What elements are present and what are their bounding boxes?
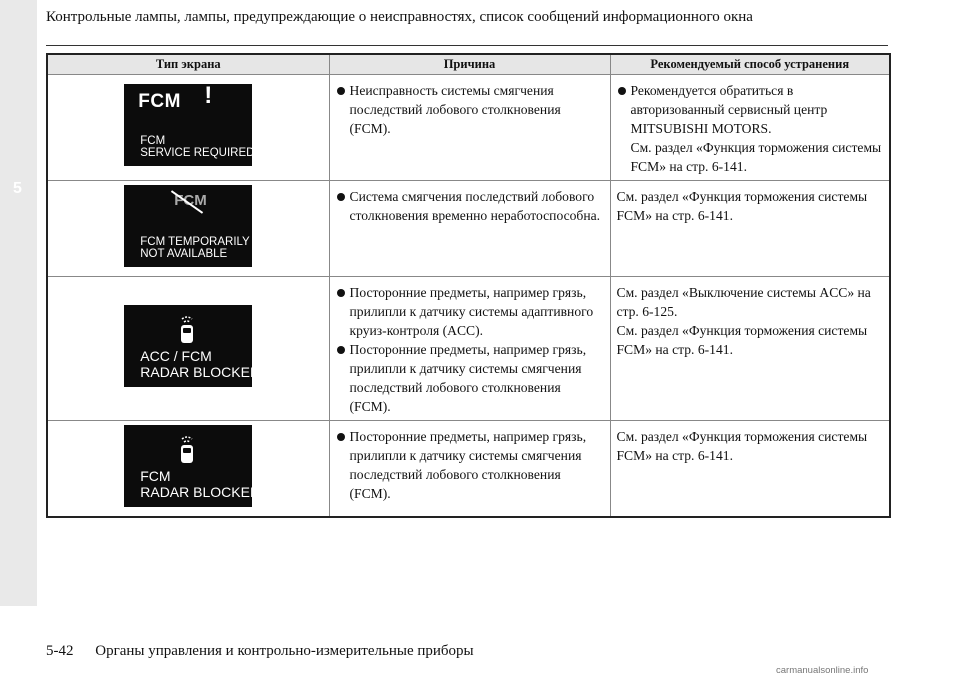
remedy-item: См. раздел «Функция торможения системы FCM» на стр. 6-141. [616, 189, 868, 223]
warning-exclamation-icon: ! [204, 82, 213, 109]
display-message-line: SERVICE REQUIRED [140, 147, 255, 159]
section-title: Органы управления и контрольно-измерительные приборы [95, 643, 474, 659]
display-message-line: RADAR BLOCKED [140, 364, 261, 380]
column-header: Причина [329, 54, 610, 75]
screen-type-cell [47, 75, 329, 181]
display-message-line: FCM [140, 135, 166, 147]
remedy-cell [610, 75, 890, 181]
page-header: Контрольные лампы, лампы, предупреждающие о неисправностях, список сообщений информационного окна [46, 9, 753, 25]
remedy-item: См. раздел «Выключение системы ACC» на стр. 6-125. [616, 285, 871, 319]
display-fcm-label: FCM [138, 91, 181, 112]
screen-type-cell [47, 181, 329, 277]
radar-car-icon [176, 435, 198, 465]
cause-item: Система смягчения последствий лобового столкновения временно неработоспособна. [336, 187, 604, 225]
remedy-note: См. раздел «Функция торможения системы FCM» на стр. 6-141. [630, 140, 882, 174]
screen-type-cell [47, 421, 329, 518]
column-header: Тип экрана [47, 54, 329, 75]
display-message [140, 135, 254, 159]
display-message [140, 348, 260, 380]
remedy-cell [610, 421, 890, 518]
cause-item: Посторонние предметы, например грязь, прилипли к датчику системы смягчения последствий лобового столкновения (FCM). [336, 340, 604, 416]
table-row [47, 277, 890, 421]
chapter-number: 5 [13, 180, 22, 197]
remedy-item: См. раздел «Функция торможения системы FCM» на стр. 6-141. [616, 323, 868, 357]
cause-item: Неисправность системы смягчения последствий лобового столкновения (FCM). [336, 81, 604, 138]
table-row [47, 75, 890, 181]
remedy-item: См. раздел «Функция торможения системы FCM» на стр. 6-141. [616, 429, 868, 463]
fcm-disabled-icon: FCM [174, 192, 207, 209]
remedy-cell [610, 277, 890, 421]
column-header: Рекомендуемый способ устранения [610, 54, 890, 75]
screen-type-cell [47, 277, 329, 421]
chapter-side-tab [0, 0, 37, 606]
display-fcm-service-required [124, 82, 255, 166]
display-message-line: NOT AVAILABLE [140, 248, 228, 260]
page-number: 5-42 [46, 643, 74, 659]
display-message [140, 236, 249, 260]
display-message-line: FCM TEMPORARILY [140, 236, 250, 248]
cause-item: Посторонние предметы, например грязь, прилипли к датчику системы смягчения последствий лобового столкновения (FCM). [336, 427, 604, 503]
cause-cell [329, 277, 610, 421]
page-footer [46, 643, 474, 660]
display-message-line: FCM [140, 468, 171, 484]
display-acc-fcm-radar-blocked [124, 305, 261, 387]
cause-cell [329, 75, 610, 181]
cause-cell [329, 421, 610, 518]
display-message-line: RADAR BLOCKED [140, 484, 261, 500]
display-message-line: ACC / FCM [140, 348, 212, 364]
remedy-cell [610, 181, 890, 277]
display-fcm-temporarily-not-available [124, 185, 252, 267]
display-fcm-radar-blocked [124, 425, 261, 507]
table-row [47, 181, 890, 277]
watermark: carmanualsonline.info [776, 665, 869, 676]
messages-table [46, 53, 891, 518]
table-row [47, 421, 890, 518]
cause-item: Посторонние предметы, например грязь, прилипли к датчику системы адаптивного круиз-контроля (ACC). [336, 283, 604, 340]
header-divider [46, 45, 888, 46]
cause-cell [329, 181, 610, 277]
remedy-item: Рекомендуется обратиться в авторизованный сервисный центр MITSUBISHI MOTORS. [617, 81, 884, 138]
table-header-row [47, 54, 890, 75]
display-message [140, 468, 260, 500]
radar-car-icon [176, 315, 198, 345]
